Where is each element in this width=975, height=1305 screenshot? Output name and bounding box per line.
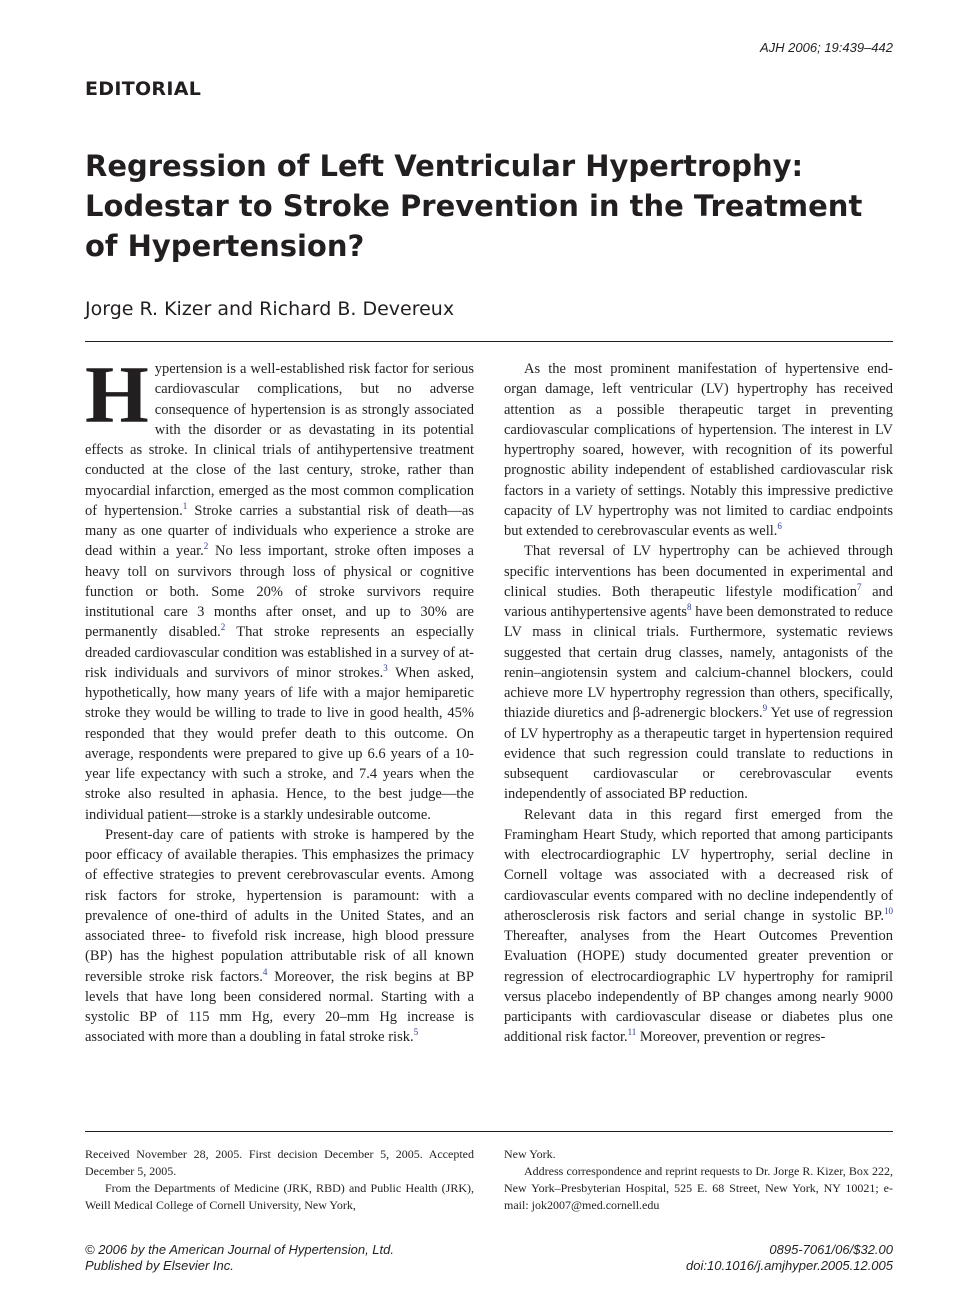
issn-price: 0895-7061/06/$32.00: [769, 1242, 893, 1257]
reference-link[interactable]: 1: [182, 500, 188, 511]
reference-link[interactable]: 3: [383, 662, 388, 673]
article-title: Regression of Left Ventricular Hypertrophy: Lodestar to Stroke Prevention in the Treatment of Hypertension?: [85, 149, 863, 263]
column-right: [504, 359, 893, 1048]
received-dates: Received November 28, 2005. First decision December 5, 2005. Accepted December 5, 2005.: [85, 1147, 474, 1178]
reference-link[interactable]: 2: [203, 541, 209, 552]
footer-right: [686, 1242, 893, 1274]
footnotes-left: [85, 1146, 474, 1214]
paragraph: Present-day care of patients with stroke is hampered by the poor efficacy of available therapies. This emphasizes the primacy of effective strategies to prevent cerebrovascular events. Among risk factors for stroke, hypertension is paramount: with a prevalence of one-third of adults in the United States, and an associated three- to fivefold risk increase, high blood pressure (BP) has the highest population attributable risk of all known reversible stroke risk factors.$^4$ Moreover, the risk begins at BP levels that have long been considered normal. Starting with a systolic BP of 115 mm Hg, every 20–mm Hg increase is associated with more than a doubling in fatal stroke risk.$^5$: [85, 826, 474, 1046]
reference-link[interactable]: 11: [627, 1027, 637, 1038]
footnote-rule: [85, 1131, 893, 1132]
copyright: © 2006 by the American Journal of Hypertension, Ltd.: [85, 1242, 394, 1257]
reference-link[interactable]: 9: [762, 703, 768, 714]
reference-link[interactable]: 8: [687, 602, 692, 612]
reference-link[interactable]: 2: [220, 622, 226, 633]
footer-left: [85, 1242, 394, 1274]
correspondence-address: Address correspondence and reprint requests to Dr. Jorge R. Kizer, Box 222, New York–Presbyterian Hospital, 525 E. 68 Street, New York, NY 10021; e-mail: jok2007@med.cornell.edu: [504, 1164, 893, 1212]
drop-cap: H: [85, 349, 149, 440]
reference-link[interactable]: 5: [413, 1027, 419, 1038]
reference-link[interactable]: 10: [884, 905, 893, 916]
doi-link[interactable]: doi:10.1016/j.amjhyper.2005.12.005: [686, 1258, 893, 1273]
column-left: [85, 349, 474, 1048]
reference-link[interactable]: 4: [262, 966, 268, 977]
paragraph: Relevant data in this regard first emerged from the Framingham Heart Study, which reported that among participants with electrocardiographic LV hypertrophy, serial decline in Cornell voltage was associated with a decreased risk of cardiovascular events compared with no decline independently of atherosclerosis risk factors and serial change in systolic BP.$^{10}$ Thereafter, analyses from the Heart Outcomes Prevention Evaluation (HOPE) study documented greater prevention or regression of electrocardiographic LV hypertrophy for ramipril versus placebo independently of BP changes among nearly 9000 participants with cardiovascular disease or diabetes plus one additional risk factor.$^{11}$ Moreover, prevention or regres-: [504, 806, 893, 1046]
paragraph: Hypertension is a well-established risk factor for serious cardiovascular complications, but no adverse consequence of hypertension is as strongly associated with the disorder or as devastating in its potential effects as stroke. In clinical trials of antihypertensive treatment conducted at the close of the last century, stroke, rather than myocardial infarction, emerged as the most common complication of hypertension.$^1$ Stroke carries a substantial risk of death—as many as one quarter of individuals who experience a stroke are dead within a year.$^2$ No less important, stroke often imposes a heavy toll on survivors through loss of physical or cognitive function or both. Some 20% of stroke survivors require institutional care 3 months after onset, and up to 30% are permanently disabled.$^2$ That stroke represents an especially dreaded cardiovascular condition was established in a survey of at-risk individuals and survivors of minor strokes.$^3$ When asked, hypothetically, how many years of life with a major hemiparetic stroke they would be willing to trade to live in good health, 45% responded that they would prefer death to this outcome. On average, respondents were prepared to give up 6.6 years of a 10-year life expectancy with such a stroke, and 7.4 years when the stroke also resulted in aphasia. Hence, to the best judge—the individual patient—stroke is a starkly undesirable outcome.: [85, 349, 474, 823]
journal-citation: AJH 2006; 19:439–442: [760, 40, 893, 55]
paragraph: That reversal of LV hypertrophy can be achieved through specific interventions has been documented in experimental and clinical studies. Both therapeutic lifestyle modification$^7$ and various antihypertensive agents$^8$ have been demonstrated to reduce LV mass in clinical trials. Furthermore, systematic reviews suggested that certain drug classes, namely, antagonists of the renin–angiotensin system and calcium-channel blockers, could achieve more LV hypertrophy regression than others, specifically, thiazide diuretics and β-adrenergic blockers.$^9$ Yet use of regression of LV hypertrophy as a therapeutic target in hypertension required evidence that such regression could translate to reductions in subsequent cardiovascular or cerebrovascular events independently of associated BP reduction.: [504, 543, 894, 803]
footnotes-right: [504, 1146, 893, 1214]
publisher: Published by Elsevier Inc.: [85, 1258, 234, 1273]
section-label: EDITORIAL: [85, 78, 202, 100]
authors: Jorge R. Kizer and Richard B. Devereux: [85, 298, 455, 320]
paragraph: As the most prominent manifestation of hypertensive end-organ damage, left ventricular (LV) hypertrophy has received attention as a possible therapeutic target in preventing cardiovascular complications of hypertension. The interest in LV hypertrophy soared, however, with recognition of its powerful prognostic ability independent of established cardiovascular risk factors in a variety of settings. Notably this impressive predictive capacity of LV hypertrophy was not limited to cardiac endpoints but extended to cerebrovascular events as well.$^6$: [504, 361, 893, 539]
affiliation: From the Departments of Medicine (JRK, RBD) and Public Health (JRK), Weill Medical College of Cornell University, New York,: [85, 1181, 474, 1212]
affiliation-continued: New York.: [504, 1147, 556, 1161]
header-rule: [85, 341, 893, 342]
reference-link[interactable]: 7: [856, 581, 862, 592]
reference-link[interactable]: 6: [777, 521, 782, 531]
